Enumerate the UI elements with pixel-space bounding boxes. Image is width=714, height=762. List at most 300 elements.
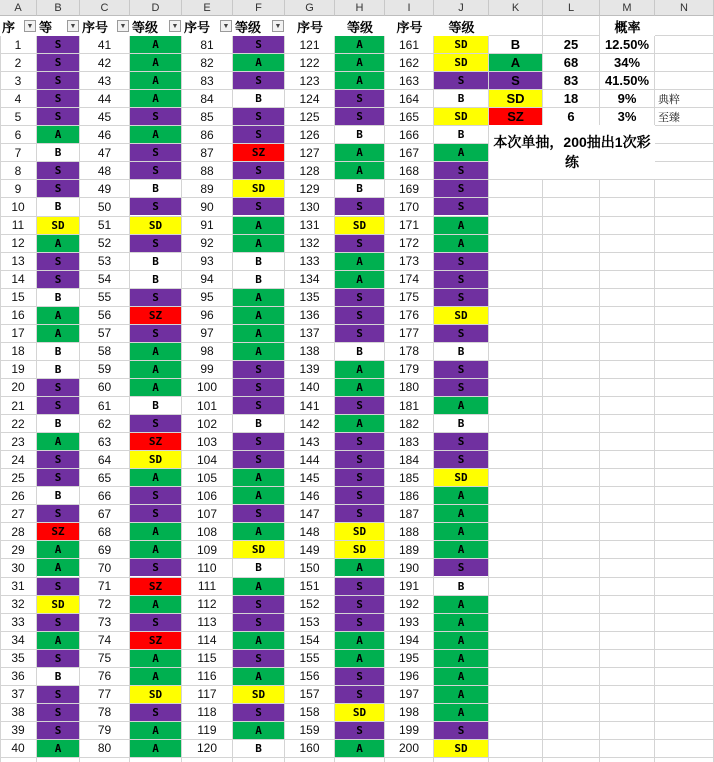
serial-cell: 156 — [299, 669, 320, 684]
column-header-n[interactable]: N — [655, 0, 714, 16]
serial-cell: 33 — [11, 615, 25, 630]
header-label: 序 — [2, 19, 16, 35]
grade-cell: A — [434, 523, 488, 540]
summary-grade: SD — [489, 90, 542, 107]
grade-cell: S — [37, 505, 79, 522]
serial-cell: 111 — [197, 579, 217, 594]
grade-cell: B — [434, 126, 488, 143]
serial-cell: 131 — [299, 218, 320, 233]
serial-cell: 76 — [97, 669, 112, 684]
grade-cell: S — [335, 668, 384, 685]
serial-cell: 71 — [97, 579, 112, 594]
serial-cell: 9 — [14, 181, 22, 196]
grade-cell: A — [130, 343, 181, 360]
serial-cell: 89 — [200, 181, 214, 196]
grade-cell: S — [130, 325, 181, 342]
grade-cell: A — [233, 578, 284, 595]
grade-cell: A — [335, 36, 384, 53]
grade-cell: S — [335, 235, 384, 252]
summary-rate: 41.50% — [604, 73, 650, 89]
serial-cell: 159 — [299, 723, 320, 738]
serial-cell: 120 — [196, 741, 218, 756]
serial-cell: 7 — [14, 145, 22, 160]
grade-cell: A — [130, 361, 181, 378]
serial-cell: 60 — [97, 380, 112, 395]
grade-cell: SZ — [233, 144, 284, 161]
grade-cell: S — [130, 487, 181, 504]
column-header-d[interactable]: D — [130, 0, 182, 16]
grade-cell: A — [37, 541, 79, 558]
serial-cell: 84 — [200, 91, 214, 106]
grade-cell: S — [37, 379, 79, 396]
grade-cell: S — [233, 451, 284, 468]
filter-dropdown-icon[interactable]: ▼ — [169, 20, 181, 32]
grade-cell: A — [233, 722, 284, 739]
header-i — [385, 16, 434, 36]
header-label: 等 — [39, 19, 53, 35]
grade-cell: S — [37, 650, 79, 667]
serial-cell: 178 — [398, 344, 420, 359]
serial-cell: 169 — [398, 181, 420, 196]
serial-cell: 75 — [97, 651, 112, 666]
serial-cell: 174 — [398, 272, 420, 287]
serial-cell: 50 — [97, 199, 112, 214]
grade-cell: S — [335, 451, 384, 468]
serial-cell: 14 — [11, 272, 25, 287]
column-header-e[interactable]: E — [182, 0, 233, 16]
grade-cell: A — [233, 343, 284, 360]
serial-cell: 151 — [299, 579, 320, 594]
serial-cell: 192 — [398, 597, 420, 612]
grade-cell: S — [130, 144, 181, 161]
grade-cell: SD — [335, 523, 384, 540]
grade-cell: S — [233, 650, 284, 667]
grade-cell: S — [233, 397, 284, 414]
grade-cell: S — [130, 505, 181, 522]
grade-cell: S — [233, 108, 284, 125]
serial-cell: 136 — [299, 308, 320, 323]
serial-cell: 70 — [97, 560, 112, 575]
filter-dropdown-icon[interactable]: ▼ — [220, 20, 232, 32]
grade-cell: S — [434, 253, 488, 270]
grade-cell: S — [130, 559, 181, 576]
serial-cell: 139 — [299, 362, 320, 377]
serial-cell: 185 — [398, 470, 420, 485]
grade-cell: A — [335, 379, 384, 396]
grade-cell: A — [335, 72, 384, 89]
serial-cell: 123 — [299, 73, 320, 88]
serial-cell: 16 — [11, 308, 25, 323]
serial-cell: 66 — [97, 488, 112, 503]
serial-cell: 39 — [11, 723, 25, 738]
serial-cell: 162 — [398, 55, 420, 70]
serial-cell: 68 — [97, 524, 112, 539]
serial-cell: 143 — [299, 434, 320, 449]
column-header-k[interactable]: K — [489, 0, 543, 16]
serial-cell: 133 — [299, 254, 320, 269]
grade-cell: S — [434, 722, 488, 739]
gridline-h — [0, 757, 714, 758]
grade-cell: S — [233, 614, 284, 631]
grade-cell: S — [233, 72, 284, 89]
grade-cell: A — [233, 54, 284, 71]
serial-cell: 112 — [197, 597, 217, 612]
serial-cell: 148 — [299, 524, 320, 539]
grade-cell: A — [335, 162, 384, 179]
grade-cell: S — [335, 325, 384, 342]
grade-cell: S — [434, 180, 488, 197]
serial-cell: 150 — [299, 560, 320, 575]
grade-cell: A — [434, 614, 488, 631]
serial-cell: 34 — [11, 633, 25, 648]
serial-cell: 122 — [299, 55, 320, 70]
serial-cell: 179 — [398, 362, 420, 377]
column-header-m[interactable]: M — [600, 0, 655, 16]
serial-cell: 104 — [196, 452, 218, 467]
serial-cell: 29 — [11, 542, 25, 557]
serial-cell: 187 — [398, 506, 420, 521]
grade-cell: A — [335, 415, 384, 432]
grade-cell: S — [130, 198, 181, 215]
grade-cell: A — [233, 668, 284, 685]
grade-cell: S — [233, 162, 284, 179]
header-label: 序号 — [396, 19, 423, 35]
serial-cell: 3 — [14, 73, 22, 88]
serial-cell: 102 — [196, 416, 218, 431]
grade-cell: A — [37, 559, 79, 576]
grade-cell: A — [434, 541, 488, 558]
grade-cell: A — [233, 307, 284, 324]
grade-cell: B — [233, 271, 284, 288]
serial-cell: 1 — [14, 37, 22, 52]
grade-cell: S — [335, 614, 384, 631]
serial-cell: 191 — [398, 579, 420, 594]
header-label: 等级 — [235, 19, 262, 35]
grade-cell: S — [233, 36, 284, 53]
serial-cell: 183 — [398, 434, 420, 449]
grade-cell: A — [335, 54, 384, 71]
grade-cell: A — [434, 668, 488, 685]
serial-cell: 153 — [299, 615, 320, 630]
serial-cell: 20 — [11, 380, 25, 395]
column-header-j[interactable]: J — [434, 0, 489, 16]
serial-cell: 49 — [97, 181, 112, 196]
grade-cell: SD — [233, 686, 284, 703]
serial-cell: 99 — [200, 362, 214, 377]
serial-cell: 95 — [200, 290, 214, 305]
grade-cell: SD — [130, 686, 181, 703]
serial-cell: 175 — [398, 290, 420, 305]
grade-cell: S — [335, 289, 384, 306]
serial-cell: 113 — [197, 615, 217, 630]
grade-cell: S — [37, 54, 79, 71]
serial-cell: 12 — [11, 236, 25, 251]
serial-cell: 32 — [11, 597, 25, 612]
serial-cell: 18 — [11, 344, 25, 359]
grade-cell: S — [37, 578, 79, 595]
column-header-l[interactable]: L — [543, 0, 600, 16]
serial-cell: 35 — [11, 651, 25, 666]
serial-cell: 132 — [299, 236, 320, 251]
grade-cell: A — [434, 505, 488, 522]
serial-cell: 195 — [398, 651, 420, 666]
header-j — [434, 16, 489, 36]
grade-cell: S — [37, 451, 79, 468]
grade-cell: B — [434, 90, 488, 107]
serial-cell: 28 — [11, 524, 25, 539]
serial-cell: 106 — [196, 488, 218, 503]
serial-cell: 158 — [299, 705, 320, 720]
header-c — [80, 16, 130, 36]
serial-cell: 52 — [97, 236, 112, 251]
header-label: 序号 — [296, 19, 323, 35]
column-header-h[interactable]: H — [335, 0, 385, 16]
header-g — [285, 16, 335, 36]
serial-cell: 193 — [398, 615, 420, 630]
summary-grade: B — [489, 36, 542, 53]
serial-cell: 196 — [398, 669, 420, 684]
summary-count: 6 — [567, 109, 575, 125]
serial-cell: 101 — [196, 398, 218, 413]
serial-cell: 92 — [200, 236, 214, 251]
grade-cell: B — [130, 180, 181, 197]
grade-cell: S — [335, 90, 384, 107]
header-f — [233, 16, 285, 36]
serial-cell: 37 — [11, 687, 25, 702]
serial-cell: 97 — [200, 326, 214, 341]
serial-cell: 144 — [299, 452, 320, 467]
grade-cell: A — [434, 650, 488, 667]
serial-cell: 137 — [299, 326, 320, 341]
serial-cell: 184 — [398, 452, 420, 467]
serial-cell: 73 — [97, 615, 112, 630]
serial-cell: 53 — [97, 254, 112, 269]
serial-cell: 10 — [11, 199, 25, 214]
column-header-a[interactable]: A — [0, 0, 37, 16]
grade-cell: S — [335, 686, 384, 703]
grade-cell: B — [37, 361, 79, 378]
grade-cell: A — [233, 523, 284, 540]
grade-cell: S — [335, 433, 384, 450]
filter-dropdown-icon[interactable]: ▼ — [67, 20, 79, 32]
serial-cell: 72 — [97, 597, 112, 612]
grade-cell: S — [130, 108, 181, 125]
serial-cell: 160 — [299, 741, 320, 756]
serial-cell: 64 — [97, 452, 112, 467]
serial-cell: 176 — [398, 308, 420, 323]
serial-cell: 173 — [398, 254, 420, 269]
summary-rate: 9% — [617, 91, 637, 107]
column-header-b[interactable]: B — [37, 0, 80, 16]
grade-cell: S — [335, 722, 384, 739]
serial-cell: 13 — [11, 254, 25, 269]
grade-cell: A — [335, 144, 384, 161]
serial-cell: 181 — [398, 398, 420, 413]
grade-cell: A — [335, 740, 384, 757]
header-label: 等级 — [448, 19, 475, 35]
grade-cell: SD — [335, 541, 384, 558]
serial-cell: 119 — [197, 723, 217, 738]
grade-cell: A — [434, 144, 488, 161]
grade-cell: A — [130, 668, 181, 685]
serial-cell: 157 — [299, 687, 320, 702]
serial-cell: 109 — [196, 542, 218, 557]
serial-cell: 45 — [97, 109, 112, 124]
serial-cell: 31 — [11, 579, 25, 594]
grade-cell: S — [335, 505, 384, 522]
grade-cell: SD — [233, 541, 284, 558]
grade-cell: A — [233, 325, 284, 342]
serial-cell: 51 — [97, 218, 112, 233]
serial-cell: 65 — [97, 470, 112, 485]
serial-cell: 121 — [299, 37, 320, 52]
grade-cell: B — [37, 415, 79, 432]
header-label: 等级 — [346, 19, 373, 35]
grade-cell: S — [434, 271, 488, 288]
serial-cell: 27 — [11, 506, 25, 521]
grade-cell: S — [335, 307, 384, 324]
serial-cell: 36 — [11, 669, 25, 684]
serial-cell: 5 — [14, 109, 22, 124]
serial-cell: 180 — [398, 380, 420, 395]
grade-cell: S — [434, 433, 488, 450]
serial-cell: 94 — [200, 272, 214, 287]
serial-cell: 142 — [299, 416, 320, 431]
summary-count: 68 — [563, 55, 579, 71]
serial-cell: 108 — [196, 524, 218, 539]
grade-cell: A — [130, 469, 181, 486]
grade-cell: SD — [434, 54, 488, 71]
grade-cell: B — [37, 343, 79, 360]
grade-cell: B — [233, 740, 284, 757]
grade-cell: A — [130, 523, 181, 540]
serial-cell: 140 — [299, 380, 320, 395]
grade-cell: SD — [335, 704, 384, 721]
column-header-g[interactable]: G — [285, 0, 335, 16]
grade-cell: B — [37, 289, 79, 306]
serial-cell: 186 — [398, 488, 420, 503]
serial-cell: 190 — [398, 560, 420, 575]
grade-cell: A — [335, 559, 384, 576]
serial-cell: 168 — [398, 163, 420, 178]
grade-cell: S — [434, 162, 488, 179]
grade-cell: SZ — [130, 307, 181, 324]
serial-cell: 129 — [299, 181, 320, 196]
serial-cell: 91 — [200, 218, 214, 233]
filter-dropdown-icon[interactable]: ▼ — [117, 20, 129, 32]
grade-cell: S — [233, 704, 284, 721]
serial-cell: 61 — [97, 398, 112, 413]
serial-cell: 41 — [97, 37, 112, 52]
grade-cell: A — [335, 271, 384, 288]
serial-cell: 103 — [196, 434, 218, 449]
serial-cell: 30 — [11, 560, 25, 575]
filter-dropdown-icon[interactable]: ▼ — [272, 20, 284, 32]
grade-cell: SZ — [130, 578, 181, 595]
serial-cell: 23 — [11, 434, 25, 449]
grade-cell: SZ — [130, 632, 181, 649]
filter-dropdown-icon[interactable]: ▼ — [24, 20, 36, 32]
serial-cell: 54 — [97, 272, 112, 287]
serial-cell: 2 — [14, 55, 22, 70]
grade-cell: S — [233, 596, 284, 613]
grade-cell: S — [37, 397, 79, 414]
serial-cell: 44 — [97, 91, 112, 106]
serial-cell: 172 — [398, 236, 420, 251]
grade-cell: SD — [37, 217, 79, 234]
serial-cell: 105 — [196, 470, 218, 485]
grade-cell: B — [37, 198, 79, 215]
grade-cell: S — [37, 180, 79, 197]
grade-cell: S — [434, 379, 488, 396]
grade-cell: A — [335, 632, 384, 649]
grade-cell: S — [130, 162, 181, 179]
grade-cell: A — [130, 126, 181, 143]
grade-cell: B — [233, 559, 284, 576]
grade-cell: B — [130, 253, 181, 270]
serial-cell: 167 — [398, 145, 420, 160]
serial-cell: 194 — [398, 633, 420, 648]
serial-cell: 58 — [97, 344, 112, 359]
serial-cell: 19 — [11, 362, 25, 377]
summary-rate: 12.50% — [604, 37, 650, 53]
grade-cell: A — [335, 650, 384, 667]
grade-cell: A — [233, 632, 284, 649]
serial-cell: 188 — [398, 524, 420, 539]
grade-cell: A — [434, 686, 488, 703]
serial-cell: 62 — [97, 416, 112, 431]
serial-cell: 24 — [11, 452, 25, 467]
grade-cell: SZ — [130, 433, 181, 450]
grade-cell: SZ — [37, 523, 79, 540]
grade-cell: A — [233, 217, 284, 234]
serial-cell: 6 — [14, 127, 22, 142]
serial-cell: 11 — [11, 218, 25, 233]
serial-cell: 107 — [196, 506, 218, 521]
grade-cell: A — [130, 541, 181, 558]
grade-cell: S — [37, 271, 79, 288]
serial-cell: 90 — [200, 199, 214, 214]
grade-cell: SD — [434, 36, 488, 53]
summary-count: 25 — [563, 37, 579, 53]
serial-cell: 4 — [14, 91, 22, 106]
grade-cell: SD — [130, 451, 181, 468]
grade-cell: S — [233, 433, 284, 450]
serial-cell: 63 — [97, 434, 112, 449]
grade-cell: B — [130, 271, 181, 288]
serial-cell: 8 — [14, 163, 22, 178]
serial-cell: 126 — [299, 127, 320, 142]
grade-cell: A — [130, 596, 181, 613]
grade-cell: A — [37, 632, 79, 649]
grade-cell: A — [335, 253, 384, 270]
serial-cell: 69 — [97, 542, 112, 557]
column-header-c[interactable]: C — [80, 0, 130, 16]
column-header-f[interactable]: F — [233, 0, 285, 16]
grade-cell: B — [335, 343, 384, 360]
grade-cell: A — [37, 235, 79, 252]
column-header-i[interactable]: I — [385, 0, 434, 16]
grade-cell: S — [434, 72, 488, 89]
grade-cell: B — [37, 487, 79, 504]
grade-cell: A — [37, 740, 79, 757]
grade-cell: S — [130, 415, 181, 432]
summary-count: 83 — [563, 73, 579, 89]
grade-cell: S — [37, 108, 79, 125]
serial-cell: 138 — [299, 344, 320, 359]
grade-cell: S — [434, 325, 488, 342]
grade-cell: S — [335, 397, 384, 414]
